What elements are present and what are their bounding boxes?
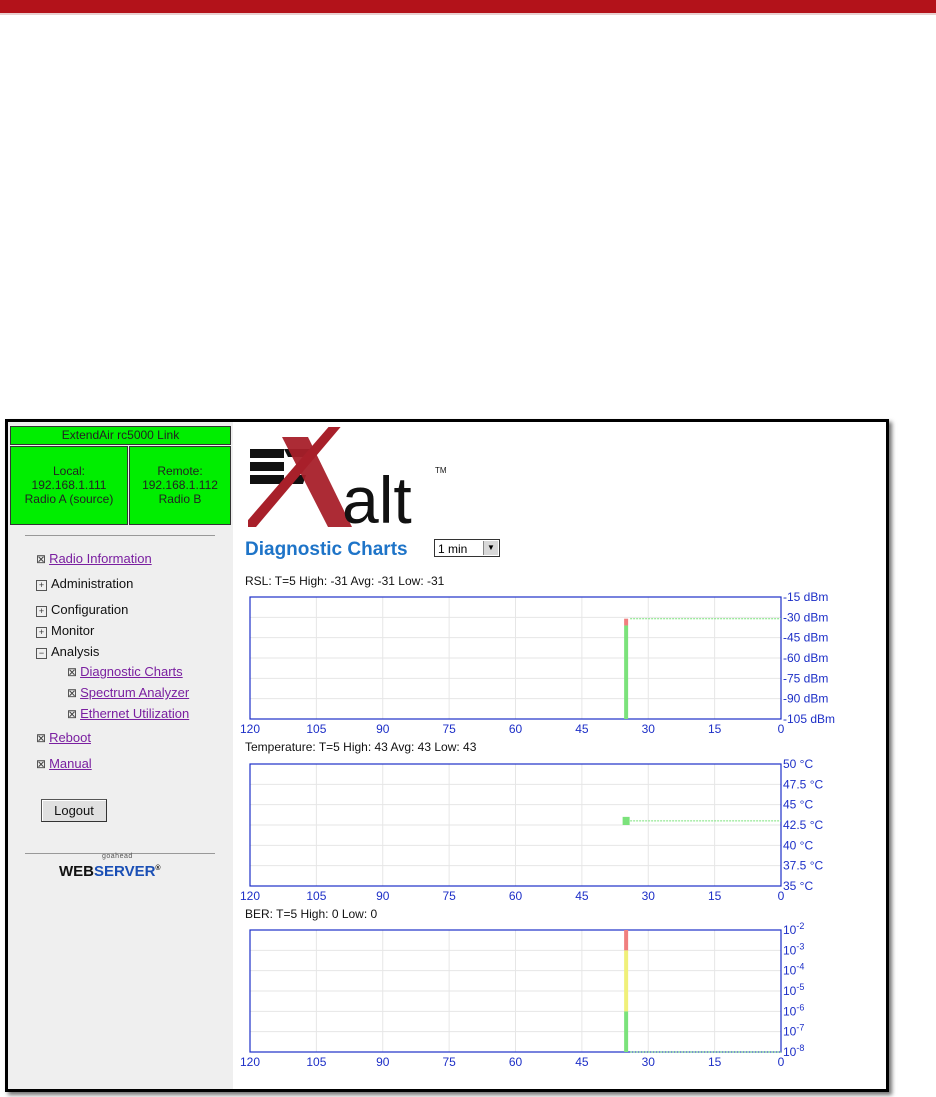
x-tick-label: 45 [575, 1055, 589, 1069]
x-tick-label: 45 [575, 889, 589, 903]
y-tick-label: $10^{-3}$ [783, 941, 805, 958]
x-tick-label: 30 [641, 889, 655, 903]
local-label: Local: [52, 464, 86, 478]
page-icon: ⊠ [67, 686, 78, 700]
x-tick-label: 60 [508, 889, 523, 903]
exalt-logo [248, 427, 468, 529]
x-tick-label: 120 [239, 722, 261, 736]
remote-ip: 192.168.1.112 [142, 478, 218, 492]
rsl-chart-label: RSL: T=5 High: -31 Avg: -31 Low: -31 [245, 574, 445, 588]
temperature-chart-label: Temperature: T=5 High: 43 Avg: 43 Low: 43 [245, 740, 477, 754]
chevron-down-icon[interactable]: ▼ [483, 541, 498, 555]
y-tick-label: 40 °C [783, 838, 814, 853]
top-banner-bar [0, 0, 936, 13]
ethernet-utilization-link[interactable]: Ethernet Utilization [80, 706, 190, 721]
x-tick-label: 45 [575, 722, 589, 736]
x-tick-label: 30 [641, 722, 655, 736]
sidebar-divider-top [25, 535, 215, 536]
nav-configuration[interactable] [36, 602, 128, 617]
time-range-select[interactable] [434, 539, 500, 557]
remote-radio: Radio B [158, 492, 202, 506]
x-tick-label: 120 [239, 889, 261, 903]
y-tick-label: -45 dBm [783, 630, 829, 645]
nav-reboot[interactable] [36, 730, 91, 745]
logout-button[interactable]: Logout [41, 799, 107, 822]
data-bar [624, 625, 628, 719]
browser-screenshot [5, 419, 889, 1092]
radio-information-link[interactable]: Radio Information [49, 551, 152, 566]
x-tick-label: 120 [239, 1055, 261, 1069]
x-tick-label: 60 [508, 1055, 523, 1069]
goahead-label: goahead [102, 853, 133, 860]
rsl-chart [233, 588, 886, 735]
x-tick-label: 0 [777, 722, 785, 736]
webserver-logo-server: SERVER [94, 863, 156, 880]
link-title: ExtendAir rc5000 Link [10, 426, 231, 445]
expand-icon[interactable]: + [36, 606, 47, 617]
y-tick-label: $10^{-4}$ [783, 961, 805, 978]
ber-chart [233, 921, 886, 1068]
y-tick-label: 37.5 °C [783, 858, 824, 873]
nav-spectrum-analyzer[interactable] [67, 685, 189, 700]
expand-icon[interactable]: + [36, 580, 47, 591]
local-radio: Radio A (source) [24, 492, 114, 506]
nav-diagnostic-charts[interactable] [67, 664, 183, 679]
webserver-logo [59, 863, 161, 880]
webserver-logo-tm: ® [155, 865, 161, 872]
x-tick-label: 105 [306, 722, 327, 736]
y-tick-label: $10^{-6}$ [783, 1002, 805, 1019]
administration-label[interactable]: Administration [51, 576, 134, 591]
page-icon: ⊠ [67, 707, 78, 721]
page-title: Diagnostic Charts [245, 539, 408, 560]
y-tick-label: 45 °C [783, 797, 814, 812]
x-tick-label: 75 [442, 889, 456, 903]
y-tick-label: 47.5 °C [783, 777, 824, 792]
x-tick-label: 60 [508, 722, 523, 736]
y-tick-label: 50 °C [783, 757, 814, 771]
webserver-logo-web: WEB [59, 863, 94, 880]
monitor-label[interactable]: Monitor [51, 623, 95, 638]
time-range-value[interactable]: 1 min [438, 542, 468, 556]
x-tick-label: 90 [376, 1055, 390, 1069]
x-tick-label: 90 [376, 722, 390, 736]
remote-radio-box [129, 446, 231, 525]
nav-ethernet-utilization[interactable] [67, 706, 189, 721]
sidebar [8, 422, 233, 1089]
nav-manual[interactable] [36, 756, 92, 771]
main-content [233, 422, 886, 1089]
nav-administration[interactable] [36, 576, 133, 591]
y-tick-label: -15 dBm [783, 590, 829, 604]
remote-label: Remote: [157, 464, 203, 478]
logo-trademark: TM [435, 466, 447, 475]
data-bar [624, 1011, 628, 1052]
x-tick-label: 15 [707, 1055, 722, 1069]
x-tick-label: 75 [442, 1055, 456, 1069]
y-tick-label: $10^{-8}$ [783, 1043, 805, 1059]
y-tick-label: -90 dBm [783, 691, 829, 706]
expand-icon[interactable]: + [36, 627, 47, 638]
y-tick-label: 42.5 °C [783, 818, 824, 832]
local-radio-box [10, 446, 128, 525]
y-tick-label: $10^{-7}$ [783, 1022, 805, 1039]
y-tick-label: 35 °C [783, 879, 814, 893]
y-tick-label: -105 dBm [783, 712, 836, 726]
x-tick-label: 90 [376, 889, 390, 903]
page-icon: ⊠ [36, 757, 47, 771]
diagnostic-charts-link[interactable]: Diagnostic Charts [80, 664, 183, 679]
x-tick-label: 0 [777, 889, 785, 903]
manual-link[interactable]: Manual [49, 756, 92, 771]
nav-radio-information[interactable] [36, 551, 152, 566]
temperature-chart [233, 755, 886, 902]
page-icon: ⊠ [36, 552, 47, 566]
logo-wordmark: alt [342, 463, 412, 529]
y-tick-label: -60 dBm [783, 651, 829, 665]
data-bar [624, 619, 628, 626]
x-tick-label: 105 [306, 889, 327, 903]
nav-monitor[interactable] [36, 623, 94, 638]
x-tick-label: 0 [777, 1055, 785, 1069]
local-ip: 192.168.1.111 [31, 478, 107, 492]
data-bar [624, 930, 628, 950]
x-tick-label: 75 [442, 722, 456, 736]
collapse-icon[interactable]: − [36, 648, 47, 659]
x-tick-label: 105 [306, 1055, 327, 1069]
spectrum-analyzer-link[interactable]: Spectrum Analyzer [80, 685, 190, 700]
data-bar [624, 950, 628, 1011]
y-tick-label: -75 dBm [783, 671, 829, 686]
ber-chart-label: BER: T=5 High: 0 Low: 0 [245, 907, 378, 921]
y-tick-label: -30 dBm [783, 610, 829, 625]
analysis-label[interactable]: Analysis [51, 644, 100, 659]
x-tick-label: 15 [707, 722, 722, 736]
x-tick-label: 30 [641, 1055, 655, 1069]
page-icon: ⊠ [36, 731, 47, 745]
data-bar [623, 817, 630, 825]
configuration-label[interactable]: Configuration [51, 602, 129, 617]
nav-analysis[interactable] [36, 644, 99, 659]
y-tick-label: $10^{-5}$ [783, 982, 805, 998]
x-tick-label: 15 [707, 889, 722, 903]
page-icon: ⊠ [67, 665, 78, 679]
y-tick-label: $10^{-2}$ [783, 921, 805, 937]
top-banner-underline [0, 13, 936, 15]
reboot-link[interactable]: Reboot [49, 730, 91, 745]
